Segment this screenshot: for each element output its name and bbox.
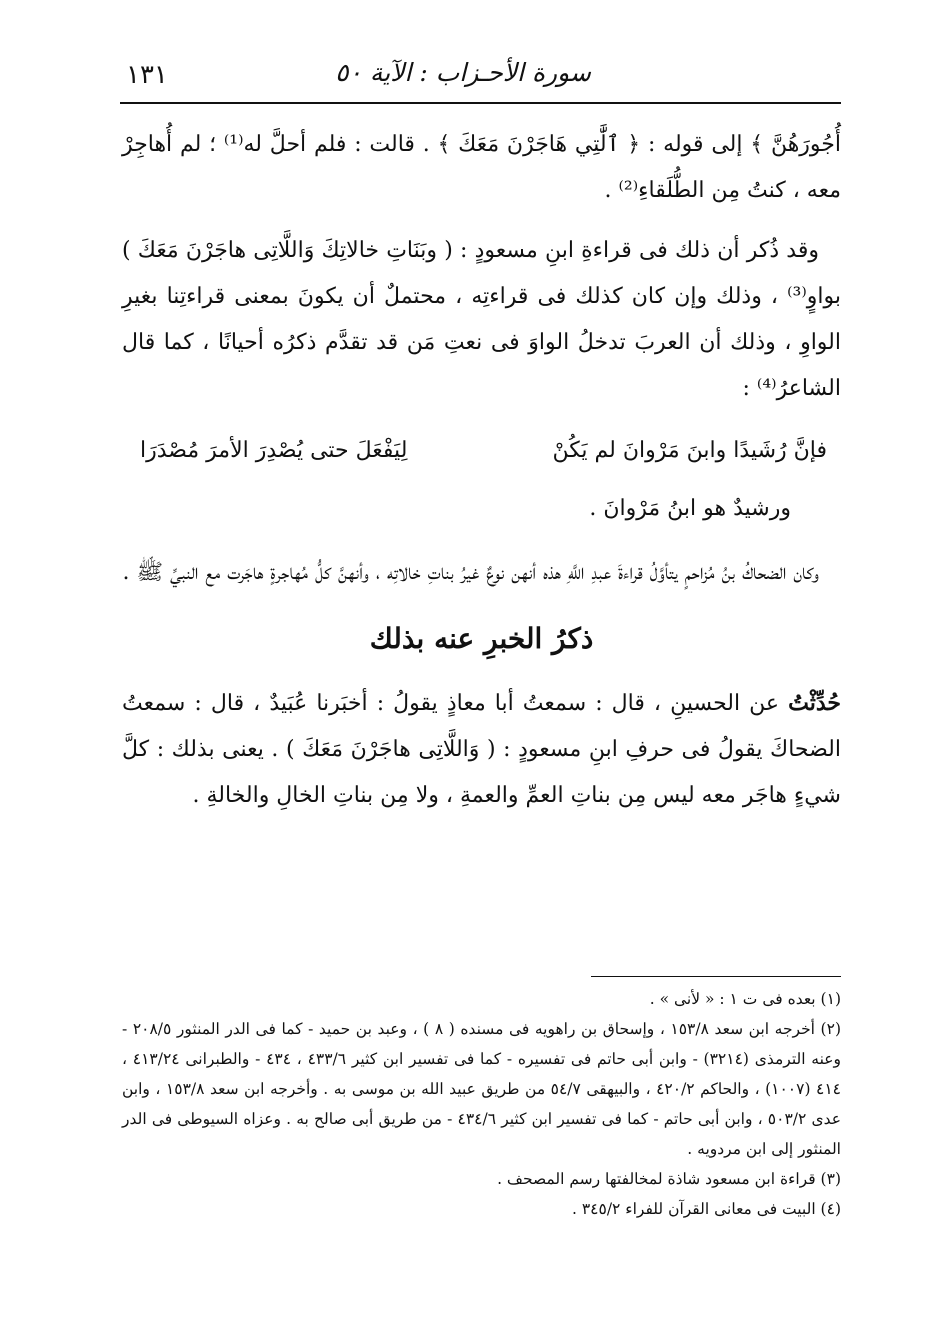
running-title: سورة الأحـزاب : الآية ٥٠ (335, 58, 591, 87)
hadith-paragraph (122, 680, 841, 819)
hadith-text: عن الحسينِ ، قال : سمعتُ أبا معاذٍ يقولُ : أخبَرنا عُبَيدٌ ، قال : سمعتُ الضحاكَ يقولُ فى حرفِ ابنِ مسعودٍ : ( وَاللَّاتِى هاجَرْنَ مَعَكَ ) . يعنى بذلك : كلَّ شيءٍ هاجَر معه ليس مِن بناتِ العمِّ والعمةِ ، ولا مِن بناتِ الخالِ والخالةِ . (122, 691, 841, 808)
page-number: ١٣١ (126, 60, 168, 90)
poetry-verse (122, 426, 841, 476)
footnote-2: (٢) أخرجه ابن سعد ١٥٣/٨ ، وإسحاق بن راهويه فى مسنده ( ٨ ) ، وعبد بن حميد - كما فى الدر المنثور ٢٠٨/٥ - وعنه الترمذى (٣٢١٤) - وابن أبى حاتم فى تفسيره - كما فى تفسير ابن كثير ٤٣٣/٦ ، ٤٣٤ - والطبرانى ٤١٣/٢٤ ، ٤١٤ (١٠٠٧) ، والحاكم ٤٢٠/٢ ، والبيهقى ٥٤/٧ من طريق عبيد الله بن موسى به . وأخرجه ابن سعد ١٥٣/٨ ، وابن عدى ٥٠٣/٢ ، وابن أبى حاتم - كما فى تفسير ابن كثير ٤٣٤/٦ - من طريق أبى صالح به . وعزاه السيوطى فى الدر المنثور إلى ابن مردويه . (122, 1020, 842, 1158)
paragraph-3: وكان الضحاكُ بنُ مُزاحمٍ يتأوَّلُ قراءةَ عبدِ اللَّهِ هذه أنهن نوعٌ غيرُ بناتِ خالاتِه ، وأنهنَّ كلُّ مُهاجرةٍ هاجَرت مع النبيِّ ﷺ . (122, 560, 819, 585)
paragraph-2: وقد ذُكر أن ذلك فى قراءةِ ابنِ مسعودٍ : ( وبَنَاتِ خالاتِكَ وَاللَّاتِى هاجَرْنَ مَعَكَ ) بواوٍ⁽³⁾ ، وذلك وإن كان كذلك فى قراءتِه ، محتملٌ أن يكونَ بمعنى قراءتِنا بغيرِ الواوِ ، وذلك أن العربَ تدخلُ الواوَ فى نعتِ مَن قد تقدَّم ذكرُه أحيانًا ، كما قال الشاعرُ⁽⁴⁾ : (122, 238, 841, 401)
footnote-1: (١) بعده فى ت ١ : « لأنى » . (649, 990, 841, 1008)
footnote-separator (591, 976, 841, 977)
page-header (120, 48, 841, 104)
verse-first-hemistich: فإنَّ رُشَيدًا وابنَ مَرْوانَ لم يَكُنْ (552, 438, 827, 463)
verse-note: ورشيدٌ هو ابنُ مَرْوانَ . (589, 496, 791, 521)
section-heading: ذكرُ الخبرِ عنه بذلك (369, 622, 594, 655)
hadith-lead-word: حُدِّثْتُ (788, 690, 841, 716)
header-rule (120, 102, 841, 104)
verse-second-hemistich: لِيَفْعَلَ حتى يُصْدِرَ الأمرَ مُصْدَرَا (140, 438, 408, 463)
footnote-4: (٤) البيت فى معانى القرآن للفراء ٣٤٥/٢ . (571, 1200, 841, 1218)
footnote-3: (٣) قراءة ابن مسعود شاذة لمخالفتها رسم المصحف . (497, 1170, 841, 1188)
footnotes (122, 984, 841, 1224)
paragraph-1: أُجُورَهُنَّ ﴾ إلى قوله : ﴿ ٱلَّٰتِي هَاجَرْنَ مَعَكَ ﴾ . قالت : فلم أحلَّ له⁽¹⁾ ؛ لم أُهاجِرْ معه ، كنتُ مِن الطُّلَقاءِ⁽²⁾ . (122, 132, 841, 203)
main-text (122, 122, 841, 833)
